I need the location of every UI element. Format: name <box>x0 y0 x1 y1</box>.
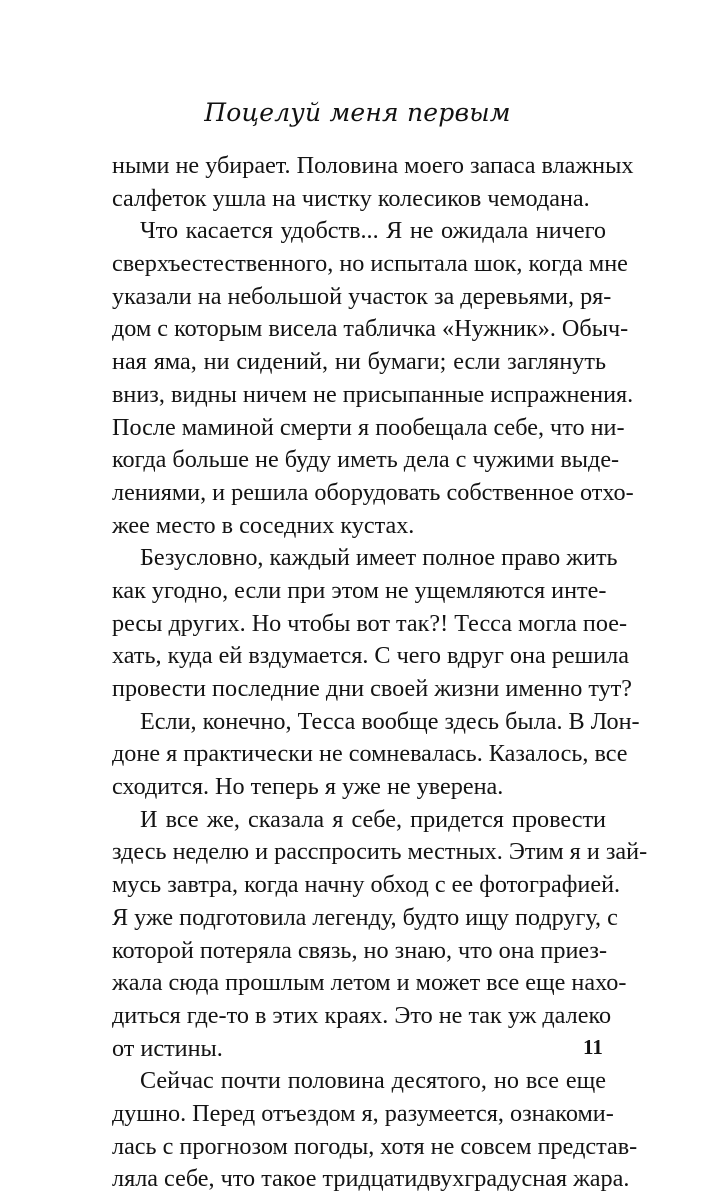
text-line: Что касается удобств... Я не ожидала ничего <box>140 217 606 245</box>
text-line: лениями, и решила оборудовать собственное отхо- <box>112 478 634 506</box>
text-line: Если, конечно, Тесса вообще здесь была. В Лон- <box>140 707 640 735</box>
text-line: Я уже подготовила легенду, будто ищу подругу, с <box>112 903 618 931</box>
text-line: которой потеряла связь, но знаю, что она приез- <box>112 936 608 964</box>
text-line: душно. Перед отъездом я, разумеется, ознакоми- <box>112 1099 614 1127</box>
text-line: Сейчас почти половина десятого, но все еще <box>140 1067 606 1095</box>
text-line: сходится. Но теперь я уже не уверена. <box>112 773 504 801</box>
text-line: ресы других. Но чтобы вот так?! Тесса могла пое- <box>112 609 628 637</box>
text-line: жее место в соседних кустах. <box>112 511 415 539</box>
text-line: дом с которым висела табличка «Нужник». Обыч- <box>112 315 629 343</box>
text-line: провести последние дни своей жизни именно тут? <box>112 675 633 702</box>
text-line: здесь неделю и расспросить местных. Этим я и зай- <box>112 838 648 866</box>
text-line: После маминой смерти я пообещала себе, что ни- <box>112 413 625 441</box>
text-line: ляла себе, что такое тридцатидвухградусная жара. <box>112 1165 630 1193</box>
text-line: указали на небольшой участок за деревьями, ря- <box>112 282 612 310</box>
text-line: вниз, видны ничем не присыпанные испражнения. <box>112 380 634 408</box>
running-head-title: Поцелуй меня первым <box>204 98 511 127</box>
text-line: от истины. <box>112 1034 223 1062</box>
body-text <box>112 150 648 1196</box>
text-line: ная яма, ни сидений, ни бумаги; если заглянуть <box>112 348 606 376</box>
text-line: сверхъестественного, но испытала шок, когда мне <box>112 250 628 278</box>
text-line: И все же, сказала я себе, придется провести <box>140 805 606 833</box>
text-line: хать, куда ей вздумается. С чего вдруг она решила <box>112 642 629 670</box>
text-line: как угодно, если при этом не ущемляются инте- <box>112 576 607 604</box>
text-line: жала сюда прошлым летом и может все еще нахо- <box>112 969 627 997</box>
page-number: 11 <box>583 1035 603 1059</box>
text-line: диться где-то в этих краях. Это не так уж далеко <box>112 1001 612 1029</box>
text-line: Безусловно, каждый имеет полное право жить <box>140 544 618 572</box>
text-line: мусь завтра, когда начну обход с ее фотографией. <box>112 871 621 899</box>
text-line: лась с прогнозом погоды, хотя не совсем представ- <box>112 1132 638 1160</box>
text-line: доне я практически не сомневалась. Казалось, все <box>112 740 628 768</box>
text-line: ными не убирает. Половина моего запаса влажных <box>112 152 634 179</box>
text-line: салфеток ушла на чистку колесиков чемодана. <box>112 184 590 212</box>
text-line: когда больше не буду иметь дела с чужими выде- <box>112 446 620 474</box>
